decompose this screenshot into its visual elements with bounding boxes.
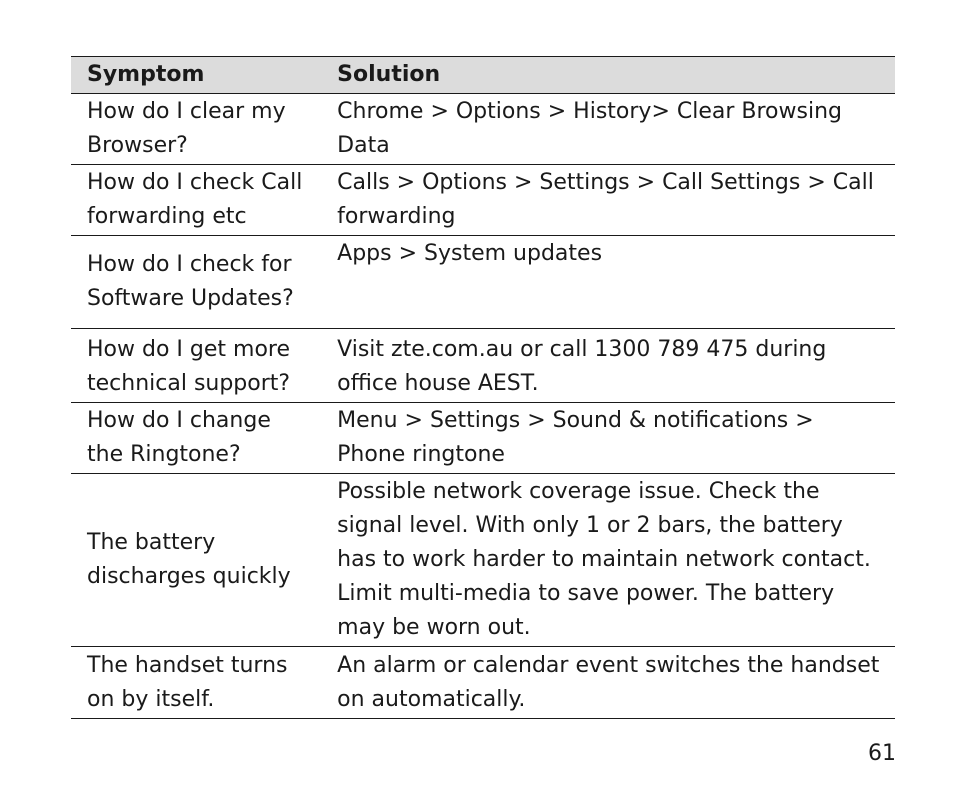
header-solution: Solution xyxy=(337,62,441,87)
symptom-cell: How do I clear my Browser? xyxy=(87,99,286,158)
header-row xyxy=(71,57,895,94)
symptom-cell: How do I check for Software Updates? xyxy=(87,252,294,311)
table-row xyxy=(71,403,895,474)
table-body xyxy=(71,94,895,719)
solution-cell: Apps > System updates xyxy=(337,241,603,266)
symptom-cell: How do I check Call forwarding etc xyxy=(87,170,303,229)
table-row xyxy=(71,647,895,719)
solution-cell: Chrome > Options > History> Clear Browsing Data xyxy=(337,99,842,158)
solution-cell: Menu > Settings > Sound & notifications > Phone ringtone xyxy=(337,408,814,467)
page-number: 61 xyxy=(868,741,896,766)
table-row xyxy=(71,94,895,165)
symptom-cell: How do I get more technical support? xyxy=(87,337,291,396)
header-symptom: Symptom xyxy=(87,62,205,87)
troubleshooting-table xyxy=(71,56,895,719)
table-row xyxy=(71,474,895,647)
table-row xyxy=(71,165,895,236)
table-row xyxy=(71,236,895,329)
solution-cell: An alarm or calendar event switches the handset on automatically. xyxy=(337,653,880,712)
solution-cell: Visit zte.com.au or call 1300 789 475 during office house AEST. xyxy=(337,337,827,396)
table-header xyxy=(71,57,895,94)
symptom-cell: The handset turns on by itself. xyxy=(87,653,288,712)
table-row xyxy=(71,329,895,403)
symptom-cell: The battery discharges quickly xyxy=(87,530,291,589)
symptom-cell: How do I change the Ringtone? xyxy=(87,408,271,467)
solution-cell: Possible network coverage issue. Check the signal level. With only 1 or 2 bars, the battery has to work harder to maintain network contact. Limit multi-media to save power. The battery may be worn out. xyxy=(337,479,871,640)
solution-cell: Calls > Options > Settings > Call Settings > Call forwarding xyxy=(337,170,874,229)
